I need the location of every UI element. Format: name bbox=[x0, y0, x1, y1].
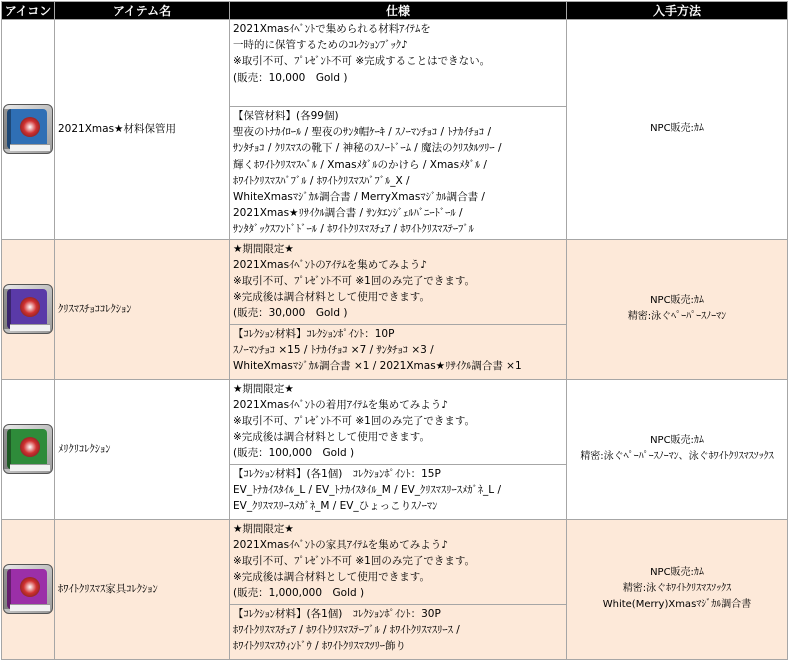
material-line: 【ｺﾚｸｼｮﾝ材料】(各1個) ｺﾚｸｼｮﾝﾎﾟｲﾝﾄ：15P bbox=[233, 467, 441, 480]
material-line: ﾎﾜｲﾄｸﾘｽﾏｽｳｨﾝﾄﾞｳ / ﾎﾜｲﾄｸﾘｽﾏｽﾂﾘｰ飾り bbox=[233, 639, 406, 652]
header-icon: アイコン bbox=[2, 2, 55, 20]
item-name: ﾒﾘｸﾘｺﾚｸｼｮﾝ bbox=[55, 379, 230, 519]
spec-line: 一時的に保管するためのｺﾚｸｼｮﾝﾌﾞｯｸ♪ bbox=[233, 39, 408, 52]
spec-line: 2021Xmasｲﾍﾞﾝﾄの家具ｱｲﾃﾑを集めてみよう♪ bbox=[233, 538, 448, 551]
table-body bbox=[2, 20, 788, 660]
material-line: 【ｺﾚｸｼｮﾝ材料】(各1個) ｺﾚｸｼｮﾝﾎﾟｲﾝﾄ：30P bbox=[233, 607, 441, 620]
material-line: 2021Xmas★ﾘｻｲｸﾙ調合書 / ｻﾝﾀｴﾝｼﾞｪﾙﾊﾞﾆｰﾄﾞｰﾙ / bbox=[233, 207, 463, 220]
acquisition-method bbox=[567, 239, 788, 379]
table-row bbox=[2, 20, 788, 107]
item-icon-cell bbox=[2, 239, 55, 379]
spec-line: ※完成後は調合材料として使用できます。 bbox=[233, 431, 430, 444]
acquisition-method bbox=[567, 519, 788, 659]
material-line: ｻﾝﾀﾀﾞｯｸｽﾌﾝﾄﾞﾄﾞｰﾙ / ﾎﾜｲﾄｸﾘｽﾏｽﾁｪｱ / ﾎﾜｲﾄｸﾘｽﾏｽﾃｰﾌﾞﾙ bbox=[233, 223, 474, 236]
item-spec-materials bbox=[230, 324, 567, 379]
green-book-icon bbox=[3, 424, 53, 474]
spec-line: (販売：100,000 Gold ) bbox=[233, 447, 355, 460]
item-spec-materials bbox=[230, 107, 567, 240]
item-name: 2021Xmas★材料保管用 bbox=[55, 20, 230, 240]
spec-line: 2021Xmasｲﾍﾞﾝﾄのｱｲﾃﾑを集めてみよう♪ bbox=[233, 258, 427, 271]
item-spec-materials bbox=[230, 464, 567, 519]
item-spec-materials bbox=[230, 604, 567, 659]
spec-line: (販売：1,000,000 Gold ) bbox=[233, 587, 365, 600]
spec-line: (販売：10,000 Gold ) bbox=[233, 71, 348, 84]
blue-book-icon bbox=[3, 104, 53, 154]
item-spec-description bbox=[230, 239, 567, 324]
acquisition-method bbox=[567, 20, 788, 240]
item-spec-description bbox=[230, 519, 567, 604]
spec-line: (販売：30,000 Gold ) bbox=[233, 307, 348, 320]
item-name: ﾎﾜｲﾄｸﾘｽﾏｽ家具ｺﾚｸｼｮﾝ bbox=[55, 519, 230, 659]
material-line: ﾎﾜｲﾄｸﾘｽﾏｽﾊﾞﾌﾞﾙ / ﾎﾜｲﾄｸﾘｽﾏｽﾊﾞﾌﾞﾙ_X / bbox=[233, 174, 410, 187]
material-line: EV_ｸﾘｽﾏｽﾘｰｽﾒｶﾞﾈ_M / EV_ひょっこりｽﾉｰﾏﾝ bbox=[233, 499, 438, 512]
item-icon-cell bbox=[2, 20, 55, 240]
acquisition-line: NPC販売:ｶﾑ bbox=[650, 123, 704, 135]
material-line: ｻﾝﾀﾁｮｺ / ｸﾘｽﾏｽの靴下 / 神秘のｽﾉｰﾄﾞｰﾑ / 魔法のｸﾘｽﾀﾙﾂﾘｰ / bbox=[233, 142, 502, 155]
item-icon-cell bbox=[2, 519, 55, 659]
spec-line: ※取引不可、ﾌﾟﾚｾﾞﾝﾄ不可 ※1回のみ完了できます。 bbox=[233, 414, 476, 427]
acquisition-method bbox=[567, 379, 788, 519]
spec-line: ★期間限定★ bbox=[233, 242, 294, 255]
spec-line: 2021Xmasｲﾍﾞﾝﾄで集められる材料ｱｲﾃﾑを bbox=[233, 23, 431, 35]
item-icon-cell bbox=[2, 379, 55, 519]
spec-line: ★期間限定★ bbox=[233, 522, 294, 535]
acquisition-line: 精密:泳ぐﾎﾜｲﾄｸﾘｽﾏｽｿｯｸｽ bbox=[622, 583, 732, 594]
item-spec-description bbox=[230, 20, 567, 107]
material-line: 【ｺﾚｸｼｮﾝ材料】ｺﾚｸｼｮﾝﾎﾟｲﾝﾄ：10P bbox=[233, 327, 395, 340]
spec-line: ★期間限定★ bbox=[233, 382, 294, 395]
material-line: WhiteXmasﾏｼﾞｶﾙ調合書 ×1 / 2021Xmas★ﾘｻｲｸﾙ調合書 ×1 bbox=[233, 359, 522, 372]
acquisition-line: NPC販売:ｶﾑ bbox=[650, 567, 704, 578]
table-row bbox=[2, 519, 788, 604]
collection-item-table bbox=[1, 1, 788, 660]
material-line: ﾎﾜｲﾄｸﾘｽﾏｽﾁｪｱ / ﾎﾜｲﾄｸﾘｽﾏｽﾃｰﾌﾞﾙ / ﾎﾜｲﾄｸﾘｽﾏｽﾘｰｽ / bbox=[233, 623, 460, 636]
header-spec: 仕様 bbox=[230, 2, 567, 20]
material-line: ｽﾉｰﾏﾝﾁｮｺ ×15 / ﾄﾅｶｲﾁｮｺ ×7 / ｻﾝﾀﾁｮｺ ×3 / bbox=[233, 343, 434, 356]
acquisition-line: 精密:泳ぐﾍﾟｰﾊﾟｰｽﾉｰﾏﾝ bbox=[627, 311, 727, 322]
material-line: 輝くﾎﾜｲﾄｸﾘｽﾏｽﾍﾞﾙ / Xmasﾒﾀﾞﾙのかけら / Xmasﾒﾀﾞﾙ / bbox=[233, 158, 487, 171]
item-spec-description bbox=[230, 379, 567, 464]
item-name: ｸﾘｽﾏｽﾁｮｺｺﾚｸｼｮﾝ bbox=[55, 239, 230, 379]
acquisition-line: NPC販売:ｶﾑ bbox=[650, 435, 704, 446]
spec-line: ※完成後は調合材料として使用できます。 bbox=[233, 291, 430, 304]
spec-line: 2021Xmasｲﾍﾞﾝﾄの着用ｱｲﾃﾑを集めてみよう♪ bbox=[233, 398, 448, 411]
header-acquisition: 入手方法 bbox=[567, 2, 788, 20]
spec-line: ※完成後は調合材料として使用できます。 bbox=[233, 571, 430, 584]
acquisition-line: NPC販売:ｶﾑ bbox=[650, 295, 704, 306]
spec-line: ※取引不可、ﾌﾟﾚｾﾞﾝﾄ不可 ※1回のみ完了できます。 bbox=[233, 554, 476, 567]
spec-line: ※取引不可、ﾌﾟﾚｾﾞﾝﾄ不可 ※完成することはできない。 bbox=[233, 55, 491, 68]
material-line: EV_ﾄﾅｶｲｽﾀｲﾙ_L / EV_ﾄﾅｶｲｽﾀｲﾙ_M / EV_ｸﾘｽﾏｽﾘｰｽﾒｶﾞﾈ_L / bbox=[233, 483, 502, 496]
purple-book-icon bbox=[3, 284, 53, 334]
table-row bbox=[2, 379, 788, 464]
material-line: 聖夜のﾄﾅｶｲﾛｰﾙ / 聖夜のｻﾝﾀ帽ｹｰｷ / ｽﾉｰﾏﾝﾁｮｺ / ﾄﾅｶｲﾁｮｺ / bbox=[233, 126, 492, 139]
acquisition-line: White(Merry)Xmasﾏｼﾞｶﾙ調合書 bbox=[602, 599, 752, 610]
magenta-book-icon bbox=[3, 564, 53, 614]
header-item-name: アイテム名 bbox=[55, 2, 230, 20]
table-row bbox=[2, 239, 788, 324]
acquisition-line: 精密:泳ぐﾍﾟｰﾊﾟｰｽﾉｰﾏﾝ、泳ぐﾎﾜｲﾄｸﾘｽﾏｽｿｯｸｽ bbox=[580, 451, 774, 462]
material-line: 【保管材料】(各99個) bbox=[233, 110, 339, 122]
material-line: WhiteXmasﾏｼﾞｶﾙ調合書 / MerryXmasﾏｼﾞｶﾙ調合書 / bbox=[233, 190, 485, 203]
spec-line: ※取引不可、ﾌﾟﾚｾﾞﾝﾄ不可 ※1回のみ完了できます。 bbox=[233, 274, 476, 287]
header-row bbox=[2, 2, 788, 20]
